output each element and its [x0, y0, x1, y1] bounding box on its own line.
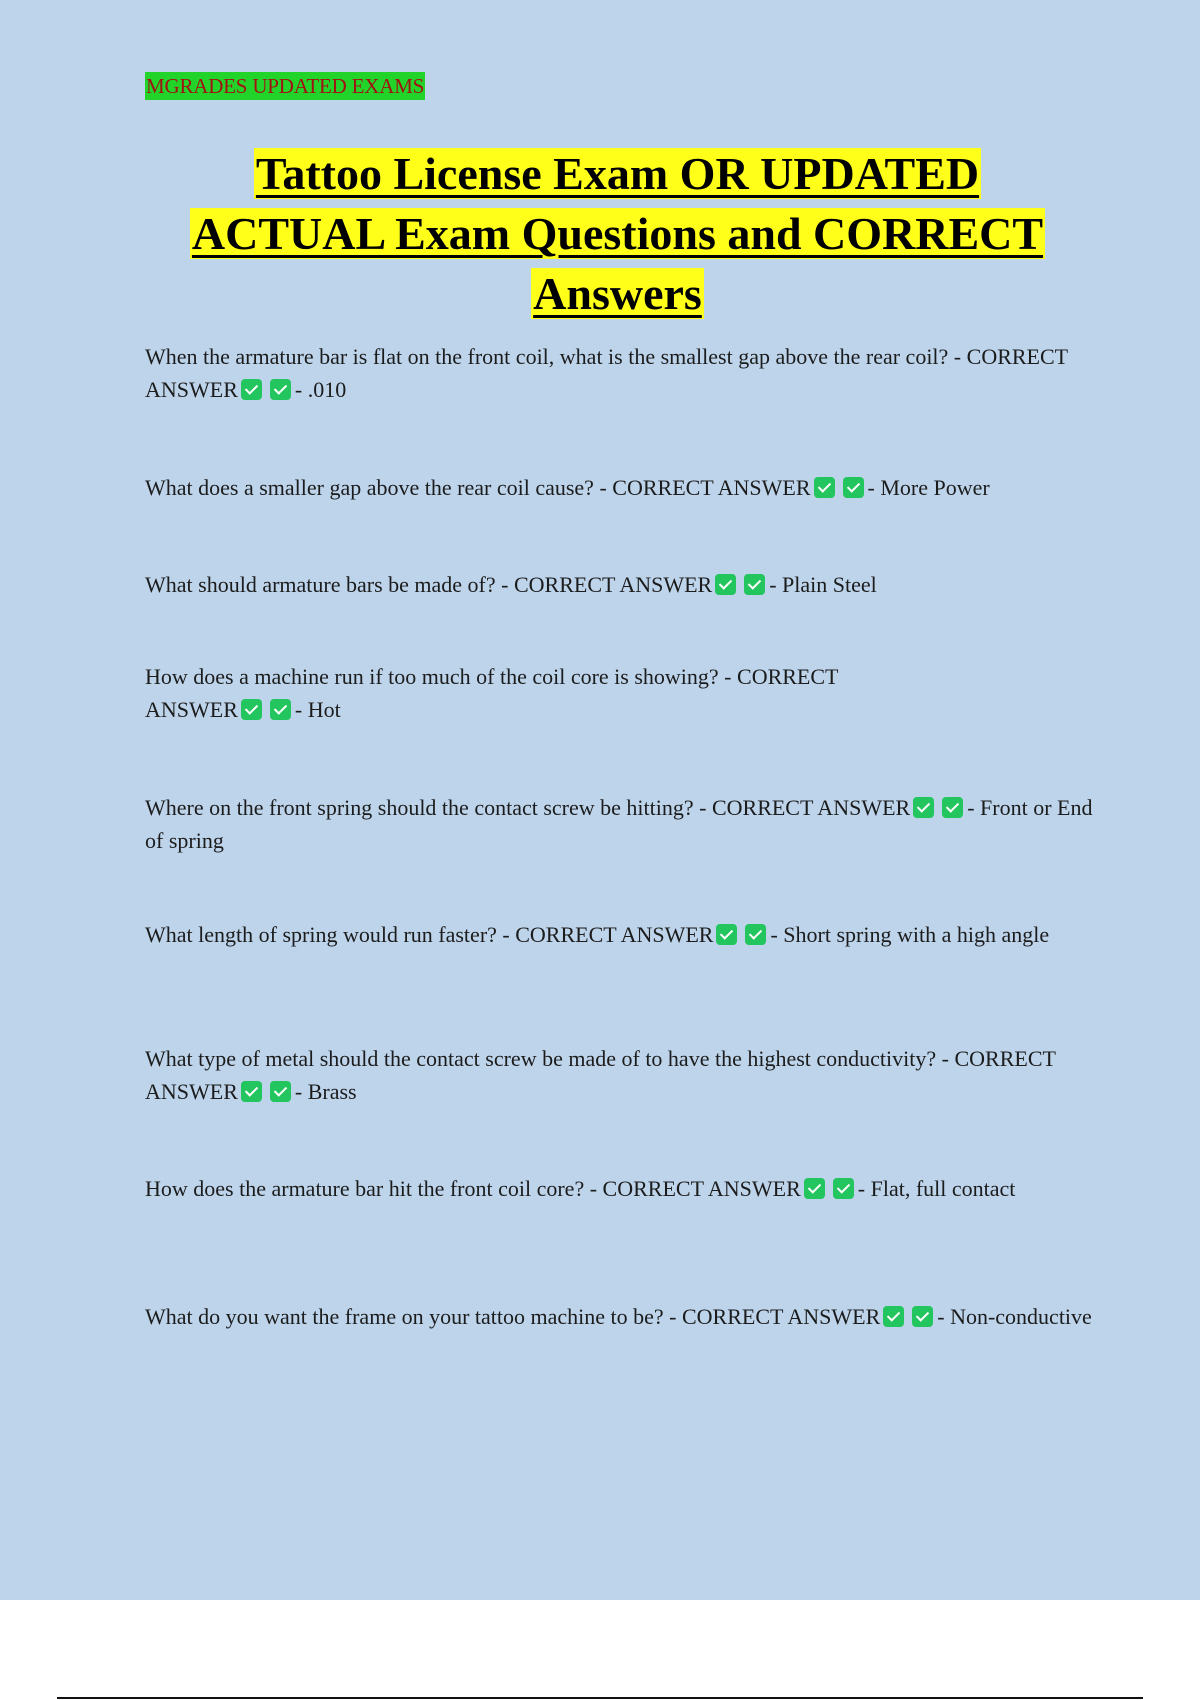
question-text: What should armature bars be made of? - [145, 572, 509, 597]
question-text: Where on the front spring should the contact screw be hitting? - [145, 795, 707, 820]
question-text: How does the armature bar hit the front coil core? - [145, 1176, 598, 1201]
qa-item-8 [145, 1172, 1095, 1205]
correct-answer-label: CORRECT ANSWER [612, 475, 811, 500]
question-text: How does a machine run if too much of the coil core is showing? - [145, 664, 732, 689]
check-icon [241, 379, 262, 400]
question-text: What type of metal should the contact screw be made of to have the highest conductivity? - [145, 1046, 949, 1071]
check-icon [833, 1178, 854, 1199]
check-icon [241, 1081, 262, 1102]
answer-text: - Hot [294, 697, 341, 722]
footer-divider [57, 1697, 1143, 1699]
question-text: What do you want the frame on your tattoo machine to be? - [145, 1304, 677, 1329]
correct-answer-label: CORRECT ANSWER [145, 1046, 1056, 1104]
question-text: What does a smaller gap above the rear coil cause? - [145, 475, 607, 500]
qa-item-6 [145, 918, 1095, 951]
correct-answer-label: CORRECT ANSWER [145, 664, 839, 722]
check-icon [241, 699, 262, 720]
question-text: What length of spring would run faster? - [145, 922, 510, 947]
check-icon [715, 574, 736, 595]
check-icon [716, 924, 737, 945]
check-icon [883, 1306, 904, 1327]
answer-text: - More Power [867, 475, 990, 500]
check-icon [804, 1178, 825, 1199]
correct-answer-label: CORRECT ANSWER [711, 795, 911, 820]
check-icon [843, 477, 864, 498]
qa-item-4 [145, 660, 935, 726]
answer-text: - Short spring with a high angle [770, 922, 1050, 947]
qa-item-2 [145, 471, 1095, 504]
answer-text: - Flat, full contact [857, 1176, 1016, 1201]
title-line-1: Tattoo License Exam OR UPDATED [255, 148, 980, 199]
page-title [130, 144, 1105, 324]
check-icon [912, 1306, 933, 1327]
correct-answer-label: CORRECT ANSWER [513, 572, 713, 597]
qa-item-7 [145, 1042, 1095, 1108]
correct-answer-label: CORRECT ANSWER [145, 344, 1068, 402]
title-line-2: ACTUAL Exam Questions and CORRECT [191, 208, 1044, 259]
check-icon [745, 924, 766, 945]
check-icon [913, 797, 934, 818]
answer-text: - Front or End of spring [145, 795, 1093, 853]
check-icon [270, 699, 291, 720]
qa-item-5 [145, 791, 1095, 857]
question-text: When the armature bar is flat on the front coil, what is the smallest gap above the rear coil? - [145, 344, 962, 369]
qa-item-3 [145, 568, 1095, 601]
answer-text: - Brass [294, 1079, 357, 1104]
check-icon [942, 797, 963, 818]
correct-answer-label: CORRECT ANSWER [682, 1304, 881, 1329]
check-icon [270, 1081, 291, 1102]
qa-item-9 [145, 1300, 1095, 1333]
check-icon [814, 477, 835, 498]
check-icon [744, 574, 765, 595]
answer-text: - .010 [294, 377, 347, 402]
correct-answer-label: CORRECT ANSWER [602, 1176, 801, 1201]
title-line-3: Answers [533, 268, 702, 319]
check-icon [270, 379, 291, 400]
correct-answer-label: CORRECT ANSWER [515, 922, 714, 947]
answer-text: - Non-conductive [937, 1304, 1092, 1329]
answer-text: - Plain Steel [769, 572, 877, 597]
qa-item-1 [145, 340, 1095, 406]
brand-label: MGRADES UPDATED EXAMS [146, 74, 425, 98]
